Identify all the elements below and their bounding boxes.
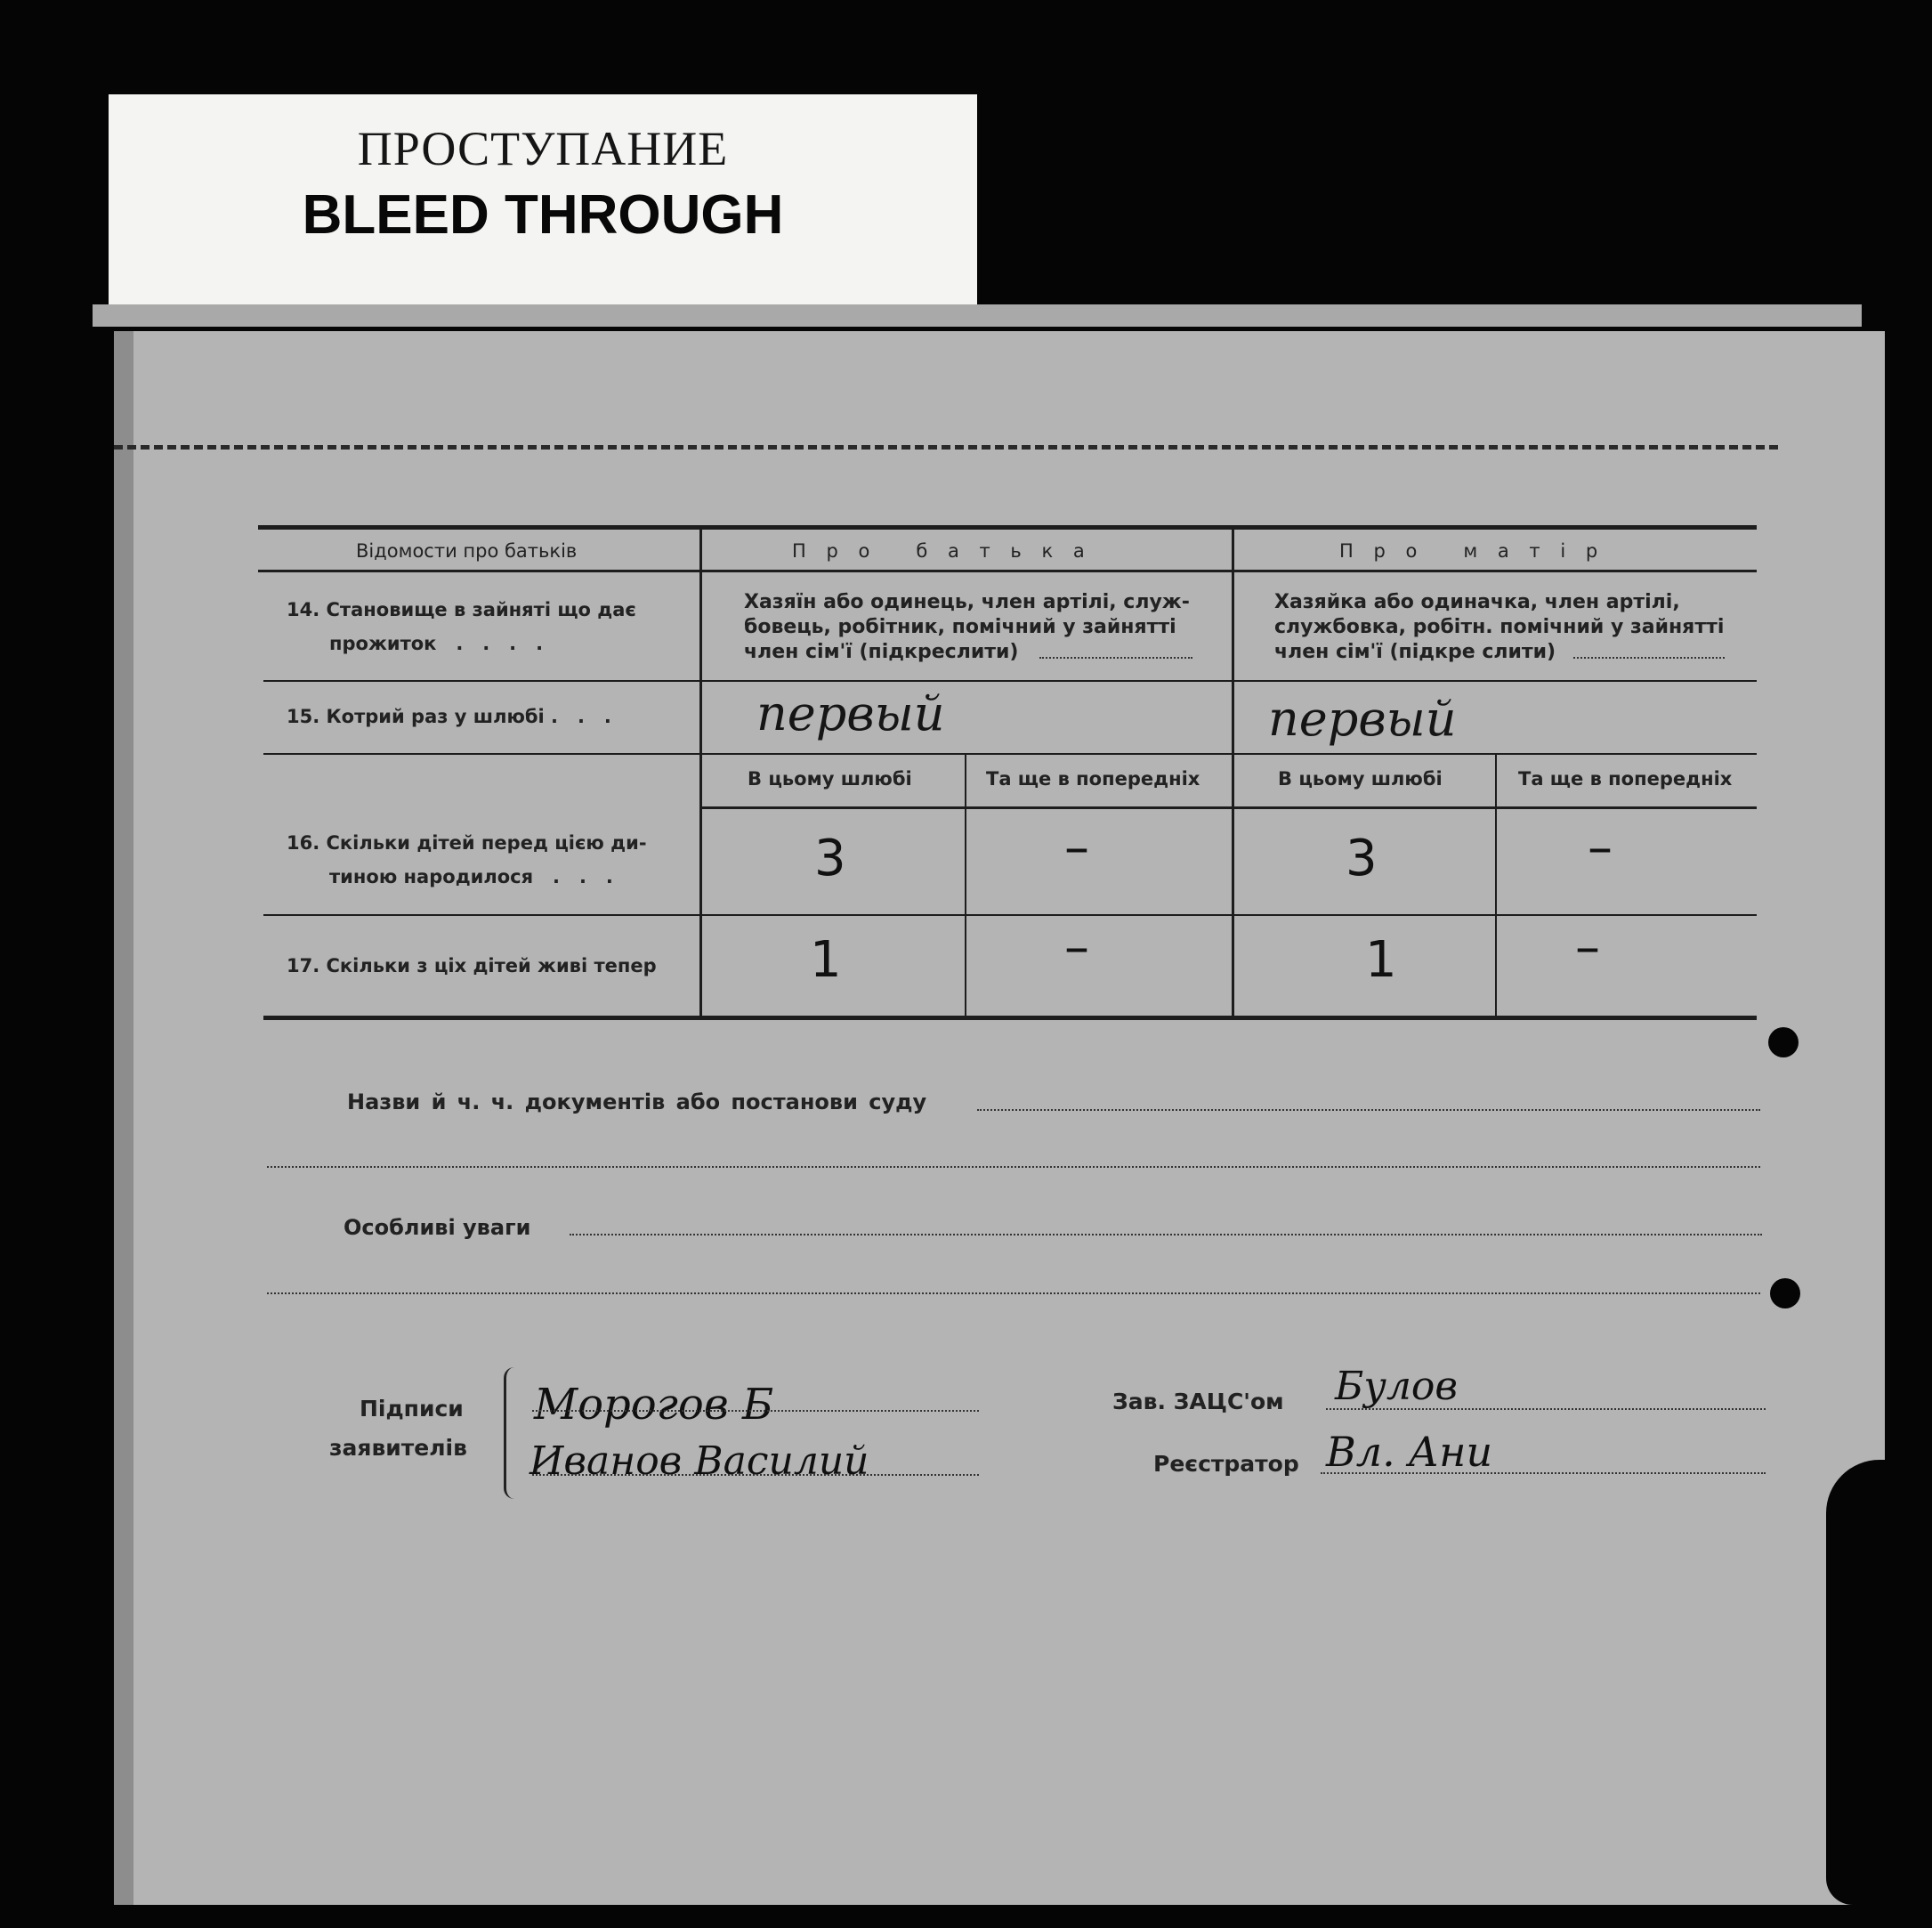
header-about-mother: П р о м а т і р — [1339, 540, 1605, 562]
header-parents-info: Відомости про батьків — [356, 540, 578, 562]
col1-divider — [699, 530, 702, 1016]
bleed-through-label-ru: ПРОСТУПАНИЕ — [357, 122, 729, 175]
subheader-rule — [701, 806, 1757, 809]
row15-rule — [263, 753, 1757, 755]
row14-rule — [263, 680, 1757, 682]
row16-father-prev: – — [1064, 819, 1089, 877]
subheader-mother-this: В цьому шлюбі — [1278, 768, 1443, 790]
documents-fill-line-2 — [267, 1166, 1760, 1168]
binding-hole-2 — [1770, 1278, 1800, 1308]
father-sub-divider — [965, 755, 966, 1016]
signatures-label-line1: Підписи — [360, 1396, 464, 1422]
signatures-brace — [504, 1367, 521, 1499]
row15-label: 15. Котрий раз у шлюбі . . . — [287, 706, 611, 727]
signatures-label-line2: заявителів — [329, 1435, 467, 1461]
row14-father-line3: член сім'ї (підкреслити) — [744, 641, 1019, 663]
documents-fill-line — [977, 1109, 1760, 1111]
mother-sub-divider — [1495, 755, 1497, 1016]
head-zags-line — [1326, 1408, 1766, 1410]
head-zags-label: Зав. ЗАЦС'ом — [1112, 1389, 1284, 1414]
row15-father-value: первый — [756, 685, 945, 741]
row14-mother-fill-line — [1573, 657, 1725, 659]
row14-father-line2: бовець, робітник, помічний у зайнятті — [744, 616, 1176, 638]
row14-mother-line2: службовка, робітн. помічний у зайнятті — [1274, 616, 1725, 638]
row16-rule — [263, 914, 1757, 916]
row15-mother-value: первый — [1268, 691, 1457, 747]
row16-mother-prev: – — [1588, 819, 1613, 877]
table-top-rule — [258, 525, 1757, 530]
applicant-signature-1: Морогов Б — [534, 1380, 774, 1430]
signature1-line — [532, 1410, 979, 1412]
father-mother-divider — [1232, 530, 1234, 1016]
binding-hole-1 — [1768, 1027, 1799, 1057]
row14-father-fill-line — [1039, 657, 1192, 659]
applicant-signature-2: Иванов Василий — [529, 1438, 869, 1484]
table-bottom-rule — [263, 1016, 1757, 1020]
registrar-label: Реєстратор — [1153, 1451, 1299, 1477]
row16-mother-this: 3 — [1346, 830, 1378, 887]
row17-mother-prev: – — [1575, 919, 1600, 976]
subheader-father-prev: Та ще в попередніх — [986, 768, 1200, 790]
row14-mother-line3: член сім'ї (підкре слити) — [1274, 641, 1556, 663]
perforation-line — [114, 445, 1778, 450]
row14-label-line1: 14. Становище в зайняті що дає — [287, 599, 636, 620]
row16-label-line2: тиною народилося . . . — [329, 866, 613, 887]
row14-father-line1: Хазяїн або одинець, член артілі, служ- — [744, 591, 1190, 613]
notes-label: Особливі уваги — [344, 1215, 531, 1240]
subheader-mother-prev: Та ще в попередніх — [1518, 768, 1733, 790]
sheet-stack-edge — [93, 304, 1862, 327]
row16-label-line1: 16. Скільки дітей перед цією ди- — [287, 832, 647, 854]
sheet-left-shadow — [114, 331, 133, 1905]
row17-label: 17. Скільки з ціх дітей живі тепер — [287, 955, 657, 976]
notes-fill-line-2 — [267, 1292, 1760, 1294]
header-about-father: П р о б а т ь к а — [792, 540, 1092, 562]
document-sheet — [114, 331, 1885, 1905]
documents-label: Назви й ч. ч. документів або постанови суду — [347, 1090, 927, 1114]
torn-edge — [1826, 1460, 1897, 1905]
row14-mother-line1: Хазяйка або одиначка, член артілі, — [1274, 591, 1680, 613]
signature2-line — [532, 1474, 979, 1476]
row16-father-this: 3 — [814, 830, 846, 887]
row17-father-this: 1 — [810, 931, 842, 989]
subheader-father-this: В цьому шлюбі — [748, 768, 912, 790]
table-header-rule — [258, 570, 1757, 572]
archive-label-card — [109, 94, 977, 310]
notes-fill-line — [570, 1234, 1762, 1235]
row17-mother-this: 1 — [1365, 931, 1397, 989]
row14-label-line2: прожиток . . . . — [329, 633, 544, 654]
registrar-line — [1321, 1472, 1766, 1474]
registrar-signature: Вл. Ани — [1326, 1428, 1493, 1476]
head-zags-signature: Булов — [1335, 1364, 1458, 1409]
row17-father-prev: – — [1064, 919, 1089, 976]
bleed-through-label-en: BLEED THROUGH — [302, 184, 784, 246]
